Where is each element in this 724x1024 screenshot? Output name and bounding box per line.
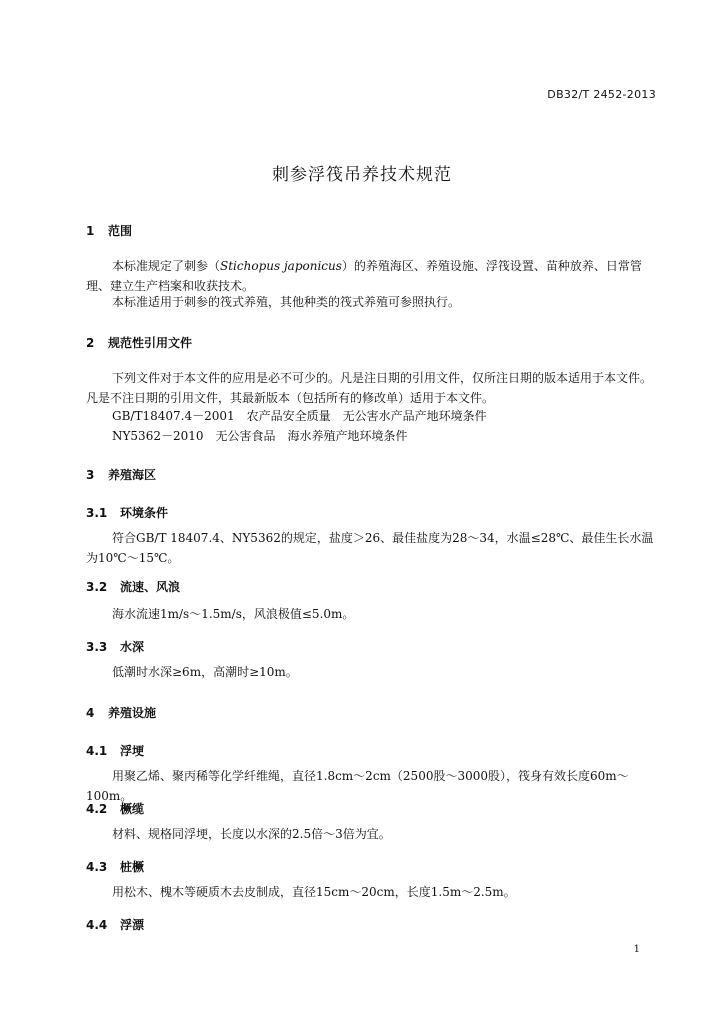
section-4-2-text: 材料、规格同浮埂，长度以水深的2.5倍～3倍为宜。 bbox=[112, 827, 391, 841]
section-title: 范围 bbox=[108, 224, 133, 238]
section-number: 3 bbox=[86, 468, 95, 482]
section-4-1-text: 用聚乙烯、聚丙稀等化学纤维绳，直径1.8cm～2cm（2500股～3000股），筏身有效长度60m～100m。 bbox=[86, 769, 629, 803]
section-3-3-text: 低潮时水深≥6m，高潮时≥10m。 bbox=[112, 665, 298, 679]
subsection-title: 桩橛 bbox=[120, 860, 145, 874]
section-title: 规范性引用文件 bbox=[108, 336, 193, 350]
subsection-title: 水深 bbox=[120, 640, 145, 654]
section-number: 4 bbox=[86, 706, 95, 720]
text-run: ）的养殖海区、养殖设施、浮筏设置、苗种放养、日常管理、建立生产档案和收获技术。 bbox=[86, 259, 642, 293]
reference-2: NY5362－2010 无公害食品 海水养殖产地环境条件 bbox=[112, 429, 408, 443]
section-title: 养殖海区 bbox=[108, 468, 157, 482]
subsection-number: 3.1 bbox=[86, 506, 108, 520]
section-number: 1 bbox=[86, 224, 95, 238]
section-4-3-text: 用松木、槐木等硬质木去皮制成，直径15cm～20cm，长度1.5m～2.5m。 bbox=[112, 885, 516, 899]
page-number: 1 bbox=[633, 944, 640, 955]
section-4-4-heading bbox=[86, 916, 144, 933]
section-1-paragraph-2: 本标准适用于刺参的筏式养殖，其他种类的筏式养殖可参照执行。 bbox=[112, 295, 461, 309]
section-4-heading bbox=[86, 704, 156, 721]
subsection-number: 3.2 bbox=[86, 580, 108, 594]
section-1-paragraph-1 bbox=[86, 256, 658, 296]
section-3-3-heading bbox=[86, 638, 144, 655]
subsection-number: 4.2 bbox=[86, 802, 108, 816]
section-title: 养殖设施 bbox=[108, 706, 157, 720]
species-name: Stichopus japonicus bbox=[220, 259, 342, 273]
section-2-paragraph: 下列文件对于本文件的应用是必不可少的。凡是注日期的引用文件，仅所注日期的版本适用于本文件。凡是不注日期的引用文件，其最新版本（包括所有的修改单）适用于本文件。 bbox=[86, 371, 653, 405]
subsection-title: 浮埂 bbox=[120, 744, 145, 758]
section-4-3-heading bbox=[86, 858, 144, 875]
subsection-number: 3.3 bbox=[86, 640, 108, 654]
section-3-1-text: 符合GB/T 18407.4、NY5362的规定，盐度＞26、最佳盐度为28～34，水温≤28℃、最佳生长水温为10℃～15℃。 bbox=[86, 531, 654, 565]
section-3-2-heading bbox=[86, 578, 180, 595]
subsection-title: 环境条件 bbox=[120, 506, 169, 520]
section-1-heading bbox=[86, 222, 132, 239]
document-title: 刺参浮筏吊养技术规范 bbox=[272, 165, 452, 185]
subsection-number: 4.1 bbox=[86, 744, 108, 758]
subsection-number: 4.3 bbox=[86, 860, 108, 874]
subsection-title: 浮漂 bbox=[120, 918, 145, 932]
section-3-2-text: 海水流速1m/s～1.5m/s，风浪极值≤5.0m。 bbox=[112, 607, 355, 621]
section-2-heading bbox=[86, 334, 192, 351]
section-number: 2 bbox=[86, 336, 95, 350]
section-4-1-heading bbox=[86, 742, 144, 759]
text-run: 本标准规定了刺参（ bbox=[112, 259, 221, 273]
section-3-heading bbox=[86, 466, 156, 483]
standard-code: DB32/T 2452-2013 bbox=[547, 88, 656, 101]
section-3-1-heading bbox=[86, 504, 168, 521]
reference-1: GB/T18407.4－2001 农产品安全质量 无公害水产品产地环境条件 bbox=[112, 409, 487, 423]
section-4-2-heading bbox=[86, 800, 144, 817]
subsection-number: 4.4 bbox=[86, 918, 108, 932]
subsection-title: 橛缆 bbox=[120, 802, 145, 816]
subsection-title: 流速、风浪 bbox=[120, 580, 181, 594]
